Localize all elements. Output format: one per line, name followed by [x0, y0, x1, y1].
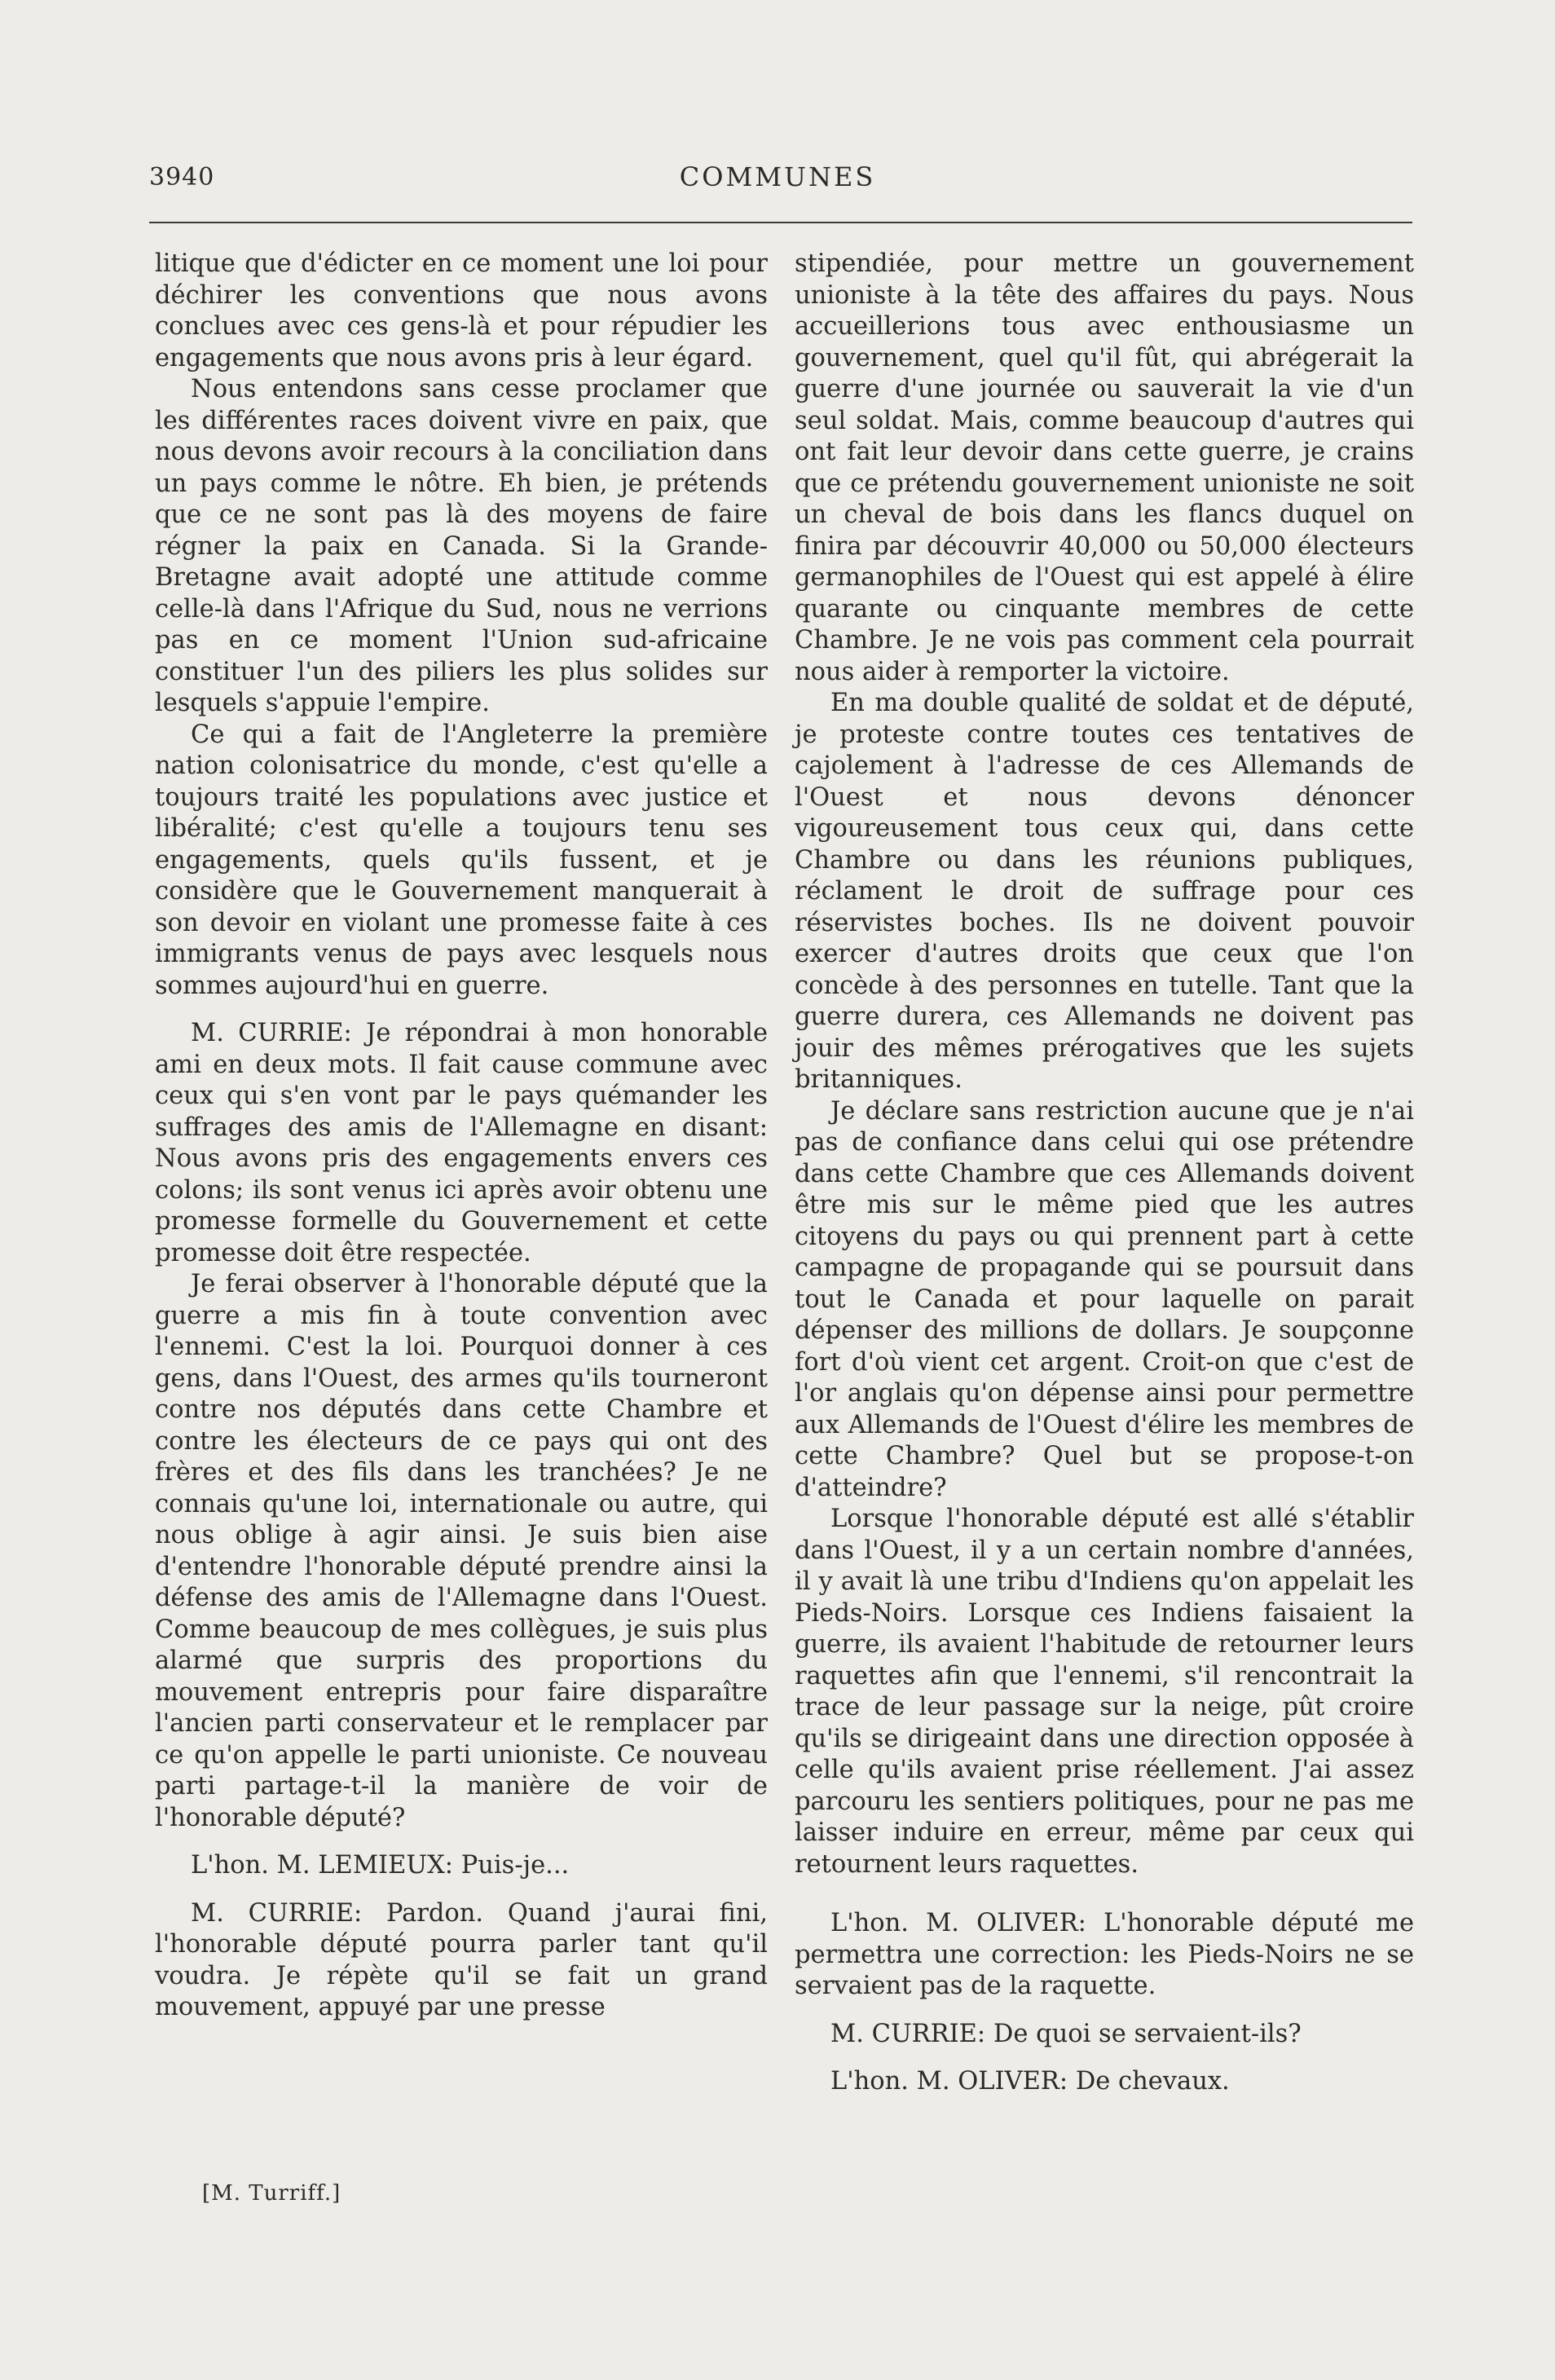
speech-paragraph: L'hon. M. OLIVER: De chevaux.	[830, 2067, 1230, 2096]
paragraph: Je ferai observer à l'honorable député que la guerre a mis fin à toute convention avec l'ennemi. C'est la loi. Pourquoi donner à ces gens, dans l'Ouest, des armes qu'ils tourneront contre nos députés dans cette Chambre et contre les électeurs de ce pays qui ont des frères et des fils dans les tranchées? Je ne connais qu'une loi, internationale ou autre, qui nous oblige à agir ainsi. Je suis bien aise d'entendre l'honorable député prendre ainsi la défense des amis de l'Allemagne dans l'Ouest. Comme beaucoup de mes collègues, je suis plus alarmé que surpris des proportions du mouvement entrepris pour faire disparaître l'ancien parti conservateur et le remplacer par ce qu'on appelle le parti unioniste. Ce nouveau parti partage-t-il la manière de voir de l'honorable député?	[155, 1270, 768, 1832]
paragraph: Nous entendons sans cesse proclamer que les différentes races doivent vivre en paix, que nous devons avoir recours à la conciliation dans un pays comme le nôtre. Eh bien, je prétends que ce ne sont pas là des moyens de faire régner la paix en Canada. Si la Grande-Bretagne avait adopté une attitude comme celle-là dans l'Afrique du Sud, nous ne verrions pas en ce moment l'Union sud-africaine constituer l'un des piliers les plus solides sur lesquels s'appuie l'empire.	[155, 375, 768, 717]
page-number: 3940	[149, 163, 215, 192]
running-head: COMMUNES	[679, 161, 876, 192]
speech-paragraph: M. CURRIE: Je répondrai à mon honorable ami en deux mots. Il fait cause commune avec ceux qui s'en vont par le pays quémander les suffrages des amis de l'Allemagne en disant: Nous avons pris des engagements envers ces colons; ils sont venus ici après avoir obtenu une promesse formelle du Gouvernement et cette promesse doit être respectée.	[155, 1019, 768, 1267]
speech-paragraph: M. CURRIE: De quoi se servaient-ils?	[830, 2019, 1302, 2048]
paragraph: stipendiée, pour mettre un gouvernement unioniste à la tête des affaires du pays. Nous accueillerions tous avec enthousiasme un gouvernement, quel qu'il fût, qui abrégerait la guerre d'une journée ou sauverait la vie d'un seul soldat. Mais, comme beaucoup d'autres qui ont fait leur devoir dans cette guerre, je crains que ce prétendu gouvernement unioniste ne soit un cheval de bois dans les flancs duquel on finira par découvrir 40,000 ou 50,000 électeurs germanophiles de l'Ouest qui est appelé à élire quarante ou cinquante membres de cette Chambre. Je ne vois pas comment cela pourrait nous aider à remporter la victoire.	[795, 249, 1414, 686]
paragraph: Lorsque l'honorable député est allé s'établir dans l'Ouest, il y a un certain nombre d'années, il y avait là une tribu d'Indiens qu'on appelait les Pieds-Noirs. Lorsque ces Indiens faisaient la guerre, ils avaient l'habitude de retourner leurs raquettes afin que l'ennemi, s'il rencontrait la trace de leur passage sur la neige, pût croire qu'ils se dirigeaint dans une direction opposée à celle qu'ils avaient prise réellement. J'ai assez parcouru les sentiers politiques, pour ne pas me laisser induire en erreur, même par ceux qui retournent leurs raquettes.	[795, 1505, 1414, 1879]
paragraph: litique que d'édicter en ce moment une loi pour déchirer les conventions que nous avons conclues avec ces gens-là et pour répudier les engagements que nous avons pris à leur égard.	[155, 249, 768, 372]
paragraph: En ma double qualité de soldat et de député, je proteste contre toutes ces tentatives de cajolement à l'adresse de ces Allemands de l'Ouest et nous devons dénoncer vigoureusement tous ceux qui, dans cette Chambre ou dans les réunions publiques, réclament le droit de suffrage pour ces réservistes boches. Ils ne doivent pouvoir exercer d'autres droits que ceux que l'on concède à des personnes en tutelle. Tant que la guerre durera, ces Allemands ne doivent pas jouir des mêmes prérogatives que les sujets britanniques.	[795, 689, 1414, 1094]
speech-paragraph: L'hon. M. LEMIEUX: Puis-je...	[191, 1851, 570, 1880]
paragraph: Ce qui a fait de l'Angleterre la première nation colonisatrice du monde, c'est qu'elle a toujours traité les populations avec justice et libéralité; c'est qu'elle a toujours tenu ses engagements, quels qu'ils fussent, et je considère que le Gouvernement manquerait à son devoir en violant une promesse faite à ces immigrants venus de pays avec lesquels nous sommes aujourd'hui en guerre.	[155, 720, 768, 1000]
paragraph: Je déclare sans restriction aucune que je n'ai pas de confiance dans celui qui ose prétendre dans cette Chambre que ces Allemands doivent être mis sur le même pied que les autres citoyens du pays ou qui prennent part à cette campagne de propagande qui se poursuit dans tout le Canada et pour laquelle on parait dépenser des millions de dollars. Je soupçonne fort d'où vient cet argent. Croit-on que c'est de l'or anglais qu'on dépense ainsi pour permettre aux Allemands de l'Ouest d'élire les membres de cette Chambre? Quel but se propose-t-on d'atteindre?	[795, 1096, 1414, 1502]
speech-paragraph: L'hon. M. OLIVER: L'honorable député me permettra une correction: les Pieds-Noirs ne se servaient pas de la raquette.	[795, 1909, 1414, 2000]
left-column	[155, 249, 768, 2024]
speech-paragraph: M. CURRIE: Pardon. Quand j'aurai fini, l'honorable député pourra parler tant qu'il voudra. Je répète qu'il se fait un grand mouvement, appuyé par une presse	[155, 1898, 768, 2021]
speaker-footer-note: [M. Turriff.]	[202, 2181, 341, 2206]
header-rule	[149, 222, 1412, 223]
right-column	[795, 249, 1414, 2098]
